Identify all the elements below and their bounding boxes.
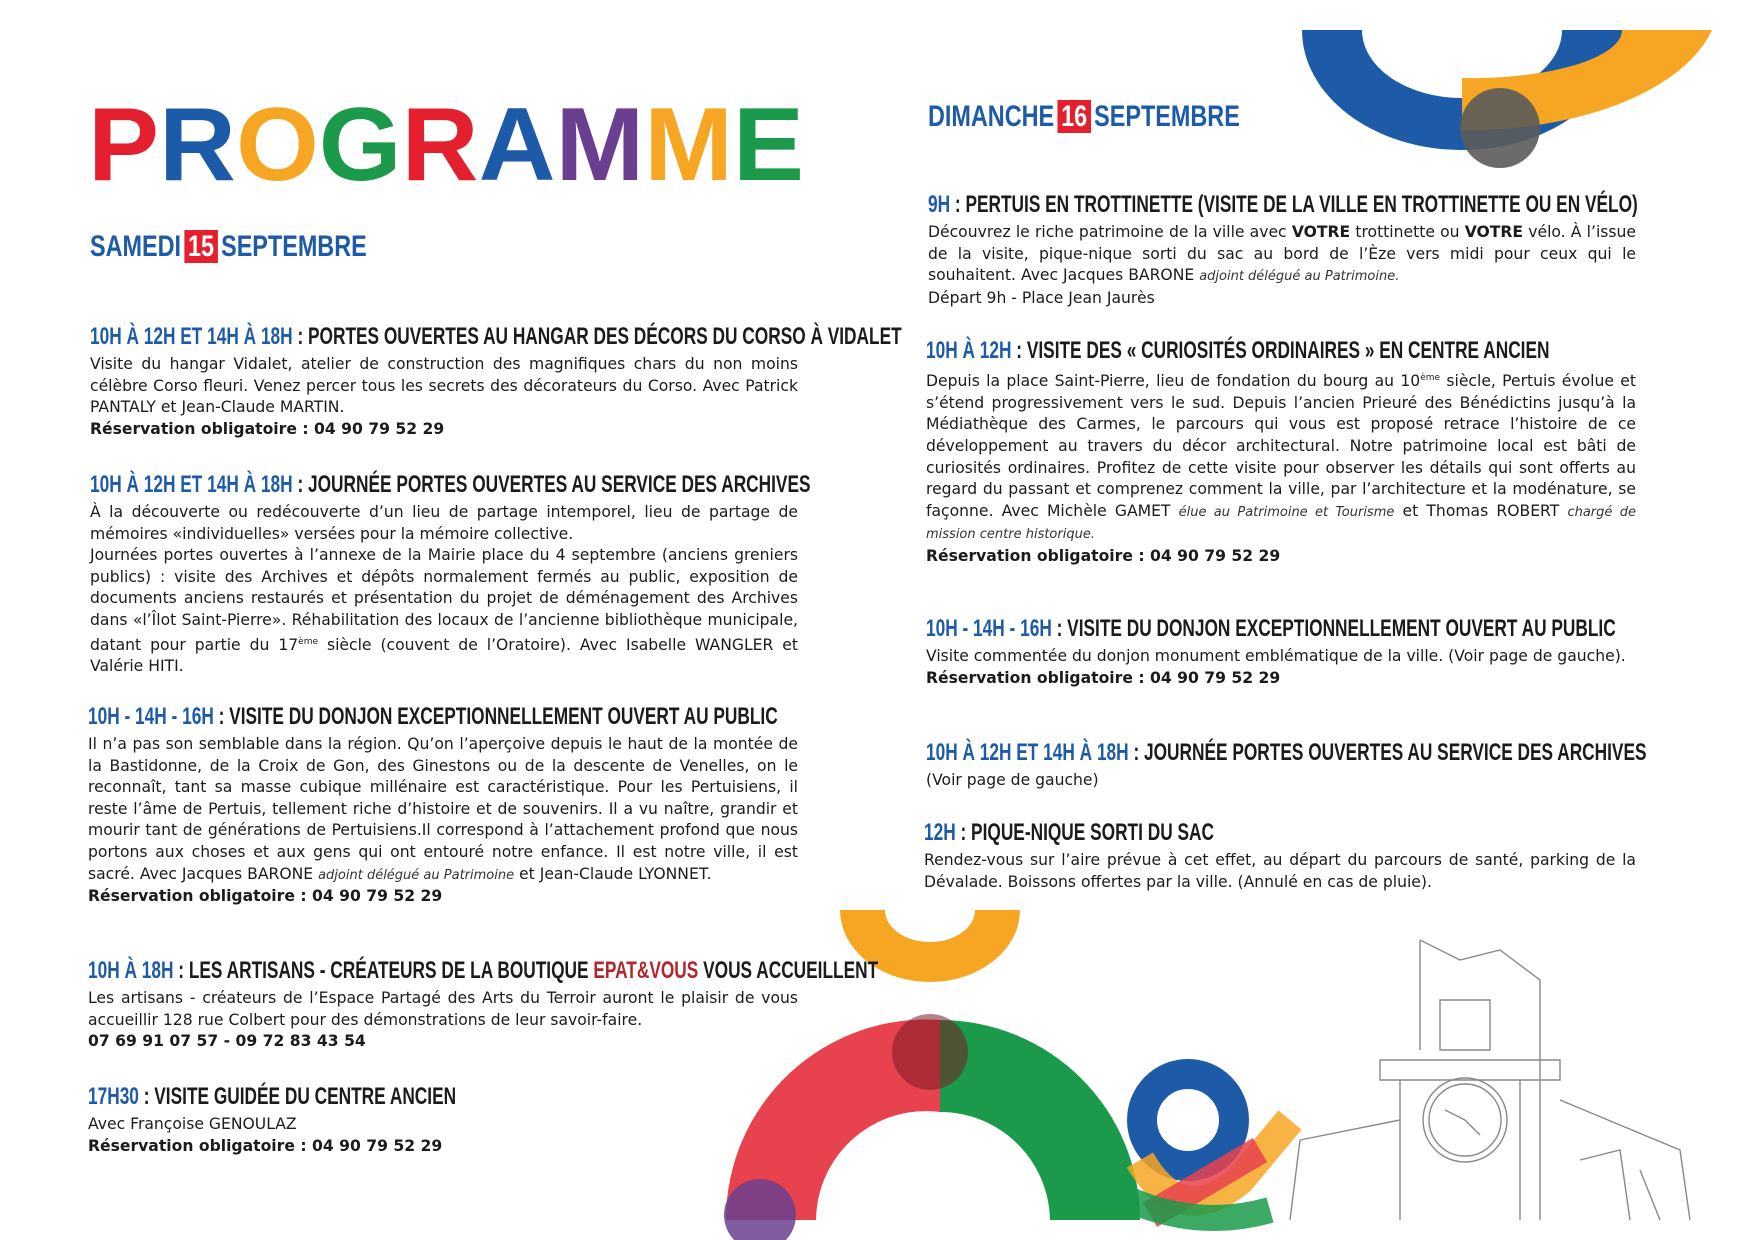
event-description: Depuis la place Saint-Pierre, lieu de fondation du bourg au 10ème siècle, Pertuis évolue et s’étend progressivement vers le sud. Depuis l’ancien Prieuré des Bénédictins jusqu’à la Médiathèque des Carmes, le parcours qui vous est proposé retrace l’histoire de ce développement au travers du décor architectural. Notre patrimoine local est bâti de curiosités ordinaires. Profitez de cette visite pour observer les détails qui sont offerts au regard du passant et comprenez comment la ville, par l’architecture et la modénature, se façonne. Avec Michèle GAMET élue au Patrimoine et Tourisme et Thomas ROBERT chargé de mission centre historique. bbox=[926, 372, 1636, 543]
event-phones: 07 69 91 07 57 - 09 72 83 43 54 bbox=[88, 1032, 366, 1051]
event-reservation: Réservation obligatoire : 04 90 79 52 29 bbox=[88, 1136, 443, 1155]
event-title: 10H À 12H : VISITE DES « CURIOSITÉS ORDINAIRES » EN CENTRE ANCIEN bbox=[926, 337, 1550, 364]
top-bowl-shape bbox=[1302, 30, 1712, 168]
event-reservation: Réservation obligatoire : 04 90 79 52 29 bbox=[88, 887, 443, 906]
day-name: DIMANCHE bbox=[928, 100, 1055, 133]
event-title: 17H30 : VISITE GUIDÉE DU CENTRE ANCIEN bbox=[88, 1083, 457, 1110]
event-title: 10H À 12H ET 14H À 18H : PORTES OUVERTES AU HANGAR DES DÉCORS DU CORSO À VIDALET bbox=[90, 323, 902, 350]
event-description: Avec Françoise GENOULAZ bbox=[88, 1115, 297, 1133]
sat-event-3 bbox=[88, 702, 798, 908]
event-title: 10H - 14H - 16H : VISITE DU DONJON EXCEPTIONNELLEMENT OUVERT AU PUBLIC bbox=[926, 615, 1616, 642]
brand-name: EPAT&VOUS bbox=[593, 957, 699, 984]
sunday-heading bbox=[928, 100, 1240, 134]
event-title: 10H À 18H : LES ARTISANS - CRÉATEURS DE LA BOUTIQUE EPAT&VOUS VOUS ACCUEILLENT bbox=[88, 957, 879, 984]
day-number: 15 bbox=[184, 230, 218, 263]
event-reservation: Réservation obligatoire : 04 90 79 52 29 bbox=[926, 668, 1281, 687]
sun-event-5 bbox=[924, 818, 1636, 893]
event-title: 10H - 14H - 16H : VISITE DU DONJON EXCEPTIONNELLEMENT OUVERT AU PUBLIC bbox=[88, 703, 778, 730]
event-title: 10H À 12H ET 14H À 18H : JOURNÉE PORTES OUVERTES AU SERVICE DES ARCHIVES bbox=[926, 739, 1647, 766]
month: SEPTEMBRE bbox=[221, 230, 367, 263]
sat-event-1 bbox=[90, 322, 902, 440]
sun-event-1 bbox=[928, 190, 1636, 309]
event-title: 10H À 12H ET 14H À 18H : JOURNÉE PORTES OUVERTES AU SERVICE DES ARCHIVES bbox=[90, 471, 811, 498]
event-description: Il n’a pas son semblable dans la région. Qu’on l’aperçoive depuis le haut de la montée de la Bastidonne, de la Croix de Gon, des Ginestons ou de la descente de Venelles, on le reconnaît, tant sa masse cubique millénaire est caractéristique. Pour les Pertuisiens, il reste l’âme de Pertuis, tellement riche d’histoire et de souvenirs. Il a vu naître, grandir et mourir tant de générations de Pertuisiens.Il correspond à l’attachement profond que nous portons aux choses et aux gens qui ont entouré notre enfance. Il est notre ville, il est sacré. Avec Jacques BARONE adjoint délégué au Patrimoine et Jean-Claude LYONNET. bbox=[88, 735, 798, 883]
event-title: 12H : PIQUE-NIQUE SORTI DU SAC bbox=[924, 819, 1214, 846]
sun-event-2 bbox=[926, 336, 1636, 568]
sat-event-4 bbox=[88, 956, 879, 1053]
sat-event-5 bbox=[88, 1082, 798, 1157]
event-description: (Voir page de gauche) bbox=[926, 771, 1099, 789]
event-description: Visite du hangar Vidalet, atelier de construction des magnifiques chars du non moins célèbre Corso fleuri. Venez percer tous les secrets des décorateurs du Corso. Avec Patrick PANTALY et Jean-Claude MARTIN. bbox=[90, 355, 798, 417]
sat-event-2 bbox=[90, 470, 811, 678]
day-number: 16 bbox=[1057, 100, 1091, 133]
month: SEPTEMBRE bbox=[1094, 100, 1240, 133]
ampersand-shape bbox=[1130, 1074, 1290, 1218]
event-description: Visite commentée du donjon monument emblématique de la ville. (Voir page de gauche). bbox=[926, 647, 1626, 665]
event-reservation: Réservation obligatoire : 04 90 79 52 29 bbox=[90, 419, 445, 438]
sun-event-4 bbox=[926, 738, 1647, 792]
svg-text:PROGRAMME: PROGRAMME bbox=[88, 96, 803, 192]
programme-logo bbox=[88, 96, 808, 192]
event-description: Les artisans - créateurs de l’Espace Partagé des Arts du Terroir auront le plaisir de vous accueillir 128 rue Colbert pour des démonstrations de leur savoir-faire. bbox=[88, 989, 798, 1029]
event-description: Rendez-vous sur l’aire prévue à cet effet, au départ du parcours de santé, parking de la Dévalade. Boissons offertes par la ville. (Annulé en cas de pluie). bbox=[924, 851, 1636, 891]
event-reservation: Réservation obligatoire : 04 90 79 52 29 bbox=[926, 546, 1281, 565]
saturday-heading bbox=[90, 230, 367, 264]
sun-event-3 bbox=[926, 614, 1636, 689]
event-title: 9H : PERTUIS EN TROTTINETTE (VISITE DE LA VILLE EN TROTTINETTE OU EN VÉLO) bbox=[928, 191, 1638, 218]
event-departure: Départ 9h - Place Jean Jaurès bbox=[928, 288, 1155, 307]
day-name: SAMEDI bbox=[90, 230, 182, 263]
event-description: Découvrez le riche patrimoine de la ville avec VOTRE trottinette ou VOTRE vélo. À l’issue de la visite, pique-nique sorti du sac au bord de l’Èze vers midi pour ceux qui le souhaitent. Avec Jacques BARONE adjoint délégué au Patrimoine. bbox=[928, 223, 1636, 285]
event-description-2: Journées portes ouvertes à l’annexe de la Mairie place du 4 septembre (anciens greniers publics) : visite des Archives et dépôts normalement fermés au public, exposition de documents anciens restaurés et présentation du projet de déménagement des Archives dans «l’Îlot Saint-Pierre». Réhabilitation des locaux de l’ancienne bibliothèque municipale, datant pour partie du 17ème siècle (couvent de l’Oratoire). Avec Isabelle WANGLER et Valérie HITI. bbox=[90, 546, 798, 676]
clock-tower-sketch bbox=[1290, 940, 1690, 1220]
event-description: À la découverte ou redécouverte d’un lieu de partage intemporel, lieu de partage de mémoires «individuelles» versées pour la mémoire collective. bbox=[90, 503, 798, 543]
